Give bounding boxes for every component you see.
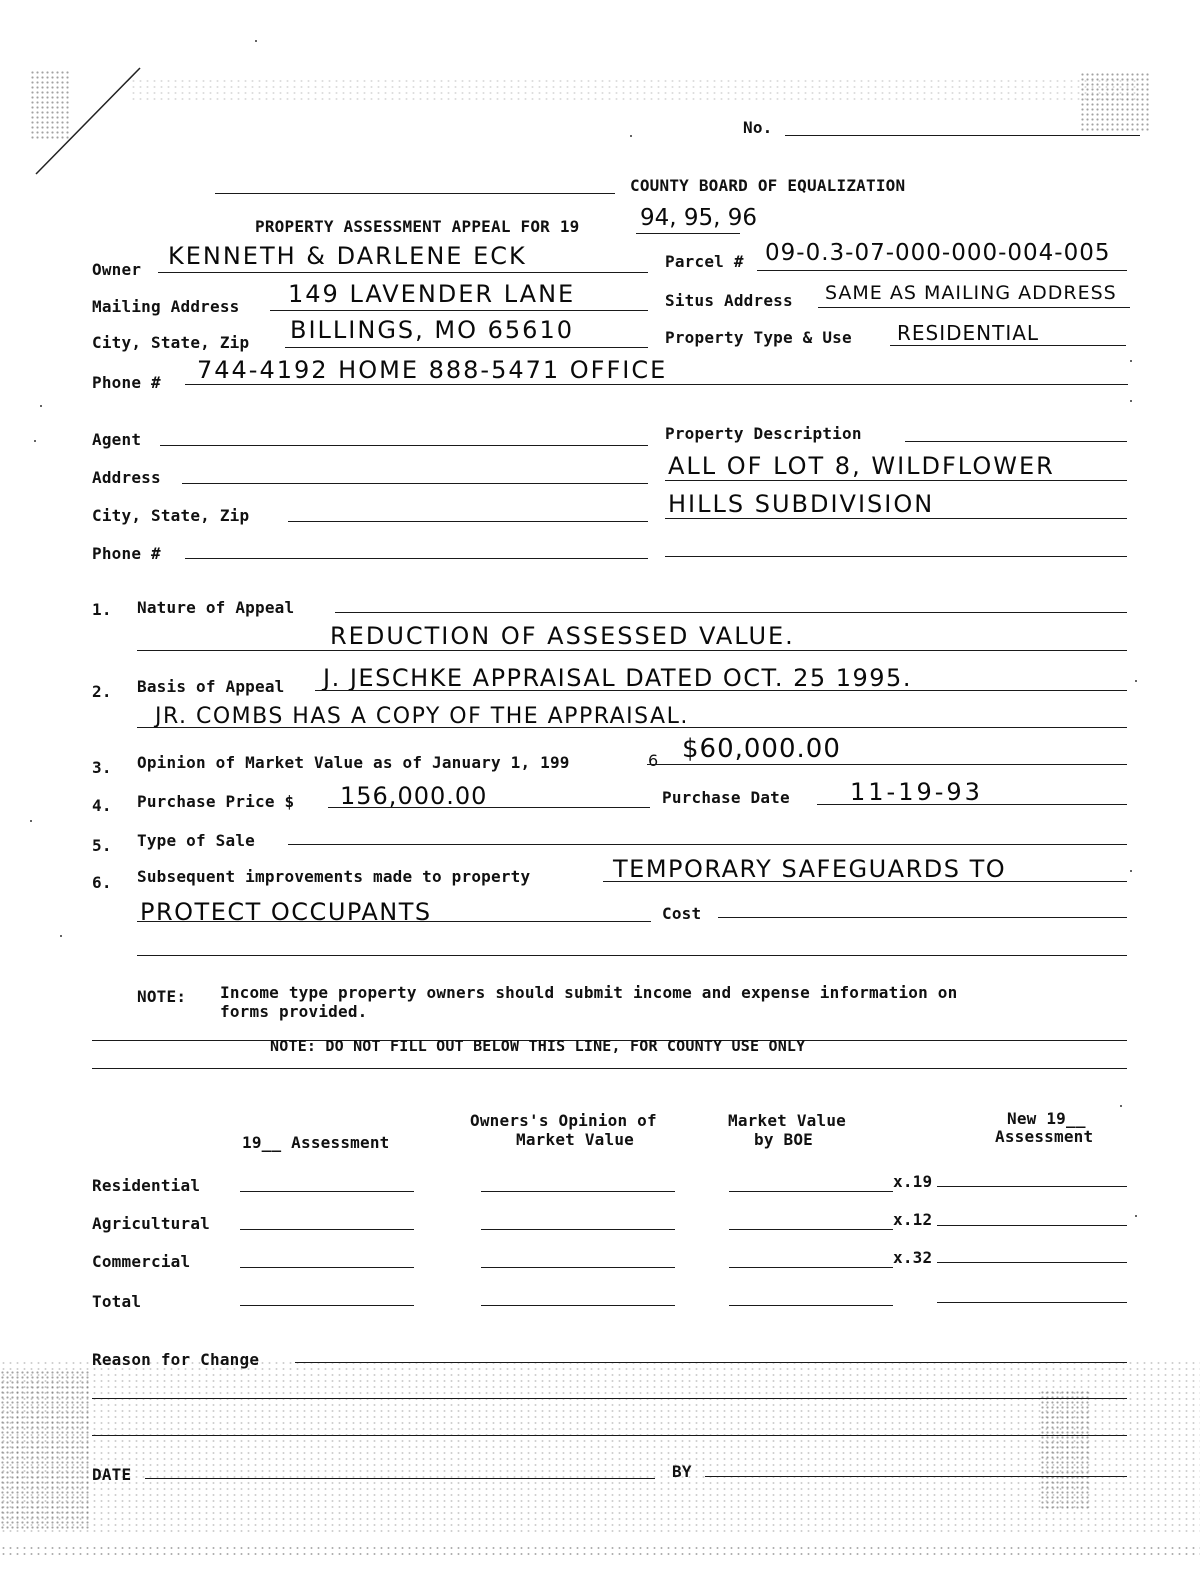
purchase-date-label: Purchase Date [662,788,790,807]
speck [60,935,62,937]
board-title: COUNTY BOARD OF EQUALIZATION [630,176,906,195]
total-opinion-line [481,1305,675,1306]
improvements-value-1: TEMPORARY SAFEGUARDS TO [613,855,1007,883]
speck [1130,400,1132,402]
appeal-years: 94, 95, 96 [640,205,758,231]
cost-line [718,917,1127,918]
ptype-label: Property Type & Use [665,328,852,347]
owner-label: Owner [92,260,142,279]
opinion-line [647,764,1127,765]
number-line [785,135,1140,136]
col-boe-header-1: Market Value [728,1111,846,1130]
opinion-year-digit: 6 [648,751,659,770]
desc-line-1 [665,480,1127,481]
residential-boe-line [729,1191,893,1192]
city-label: City, State, Zip [92,333,250,352]
residential-assessment-line [240,1191,414,1192]
col-new-assessment-header-1: New 19__ [1007,1109,1086,1128]
appeal-title: PROPERTY ASSESSMENT APPEAL FOR 19 [255,217,580,236]
item-6-number: 6. [92,873,112,892]
reason-line-1 [295,1362,1127,1363]
parcel-line [757,270,1127,271]
speck [1120,1105,1122,1107]
county-name-line [215,193,615,194]
scan-artifact-top-band [130,78,1140,100]
item-3-number: 3. [92,758,112,777]
speck [30,820,32,822]
col-assessment-header: 19__ Assessment [242,1133,390,1152]
city-line [285,347,648,348]
residential-opinion-line [481,1191,675,1192]
desc-line-2 [665,518,1127,519]
speck [34,440,36,442]
scan-artifact-bottom-right [1040,1390,1090,1510]
city-value: BILLINGS, MO 65610 [290,316,574,344]
row-total-label: Total [92,1292,142,1311]
scan-artifact-slash [28,62,148,182]
desc-line-3 [665,556,1127,557]
speck [1135,680,1137,682]
purchase-date-value: 11-19-93 [850,778,983,806]
speck [40,405,42,407]
commercial-boe-line [729,1267,893,1268]
reason-line-2 [92,1398,1127,1399]
mailing-line [270,310,648,311]
agricultural-new-line [937,1225,1127,1226]
parcel-value: 09-0.3-07-000-000-004-005 [765,240,1111,266]
phone-value: 744-4192 HOME 888-5471 OFFICE [197,356,668,384]
note-line-1: Income type property owners should submit income and expense information on [220,983,958,1002]
row-residential-label: Residential [92,1176,201,1195]
appeal-years-line [636,233,740,234]
reason-line-3 [92,1435,1127,1436]
scan-artifact-bottom [0,1360,1200,1535]
scan-artifact-top-right [1080,72,1150,132]
agricultural-assessment-line [240,1229,414,1230]
speck [255,40,257,42]
date-label: DATE [92,1465,132,1484]
basis-value-1: J. JESCHKE APPRAISAL DATED OCT. 25 1995. [323,664,912,692]
row-commercial-label: Commercial [92,1252,191,1271]
nature-line [335,612,1127,613]
purchase-price-line [328,807,650,808]
date-line [145,1478,655,1479]
improvements-line-2 [137,921,651,922]
purchase-price-label: Purchase Price $ [137,792,295,811]
scan-artifact-bottom-edge [0,1545,1200,1555]
owner-value: KENNETH & DARLENE ECK [168,242,527,270]
note-label: NOTE: [137,987,187,1006]
total-assessment-line [240,1305,414,1306]
residential-multiplier: x.19 [893,1172,933,1191]
total-new-line [937,1302,1127,1303]
commercial-new-line [937,1262,1127,1263]
owner-line [158,272,648,273]
situs-label: Situs Address [665,291,793,310]
phone-line [185,384,1128,385]
improvements-line-1 [603,881,1127,882]
county-use-note: NOTE: DO NOT FILL OUT BELOW THIS LINE, FOR COUNTY USE ONLY [270,1037,806,1055]
agent-line [160,445,648,446]
improvements-value-2: PROTECT OCCUPANTS [140,898,432,926]
improvements-label: Subsequent improvements made to property [137,867,531,886]
total-boe-line [729,1305,893,1306]
purchase-price-value: 156,000.00 [340,782,488,810]
desc-value-2: HILLS SUBDIVISION [668,490,935,518]
by-line [705,1476,1127,1477]
desc-label: Property Description [665,424,862,443]
improvements-line-3 [137,955,1127,956]
speck [1130,360,1132,362]
speck [1130,870,1132,872]
phone-label: Phone # [92,373,161,392]
county-divider-bottom [92,1068,1127,1069]
nature-line-2 [137,650,1127,651]
number-label: No. [743,118,773,137]
desc-value-1: ALL OF LOT 8, WILDFLOWER [668,452,1055,480]
agricultural-opinion-line [481,1229,675,1230]
agent-address-label: Address [92,468,161,487]
by-label: BY [672,1462,692,1481]
basis-line-1 [315,690,1127,691]
ptype-value: RESIDENTIAL [897,321,1040,345]
type-sale-line [288,844,1127,845]
mailing-value: 149 LAVENDER LANE [288,280,576,308]
agent-city-line [288,521,648,522]
note-line-2: forms provided. [220,1002,368,1021]
desc-line-0 [905,441,1127,442]
situs-line [818,307,1130,308]
agent-city-label: City, State, Zip [92,506,250,525]
mailing-label: Mailing Address [92,297,240,316]
item-4-number: 4. [92,796,112,815]
col-boe-header-2: by BOE [754,1130,813,1149]
reason-label: Reason for Change [92,1350,260,1369]
row-agricultural-label: Agricultural [92,1214,210,1233]
ptype-line [890,345,1126,346]
agricultural-boe-line [729,1229,893,1230]
item-2-number: 2. [92,682,112,701]
purchase-date-line [817,804,1127,805]
cost-label: Cost [662,904,702,923]
commercial-opinion-line [481,1267,675,1268]
agricultural-multiplier: x.12 [893,1210,933,1229]
nature-label: Nature of Appeal [137,598,295,617]
opinion-label: Opinion of Market Value as of January 1, 199 [137,753,570,772]
agent-phone-line [185,558,648,559]
speck [1135,1215,1137,1217]
scan-artifact-bottom-left [0,1370,90,1530]
speck [630,135,632,137]
commercial-assessment-line [240,1267,414,1268]
basis-value-2: JR. COMBS HAS A COPY OF THE APPRAISAL. [155,704,689,729]
parcel-label: Parcel # [665,252,744,271]
agent-phone-label: Phone # [92,544,161,563]
residential-new-line [937,1186,1127,1187]
opinion-value: $60,000.00 [682,734,841,764]
item-1-number: 1. [92,600,112,619]
basis-label: Basis of Appeal [137,677,285,696]
basis-line-2 [137,727,1127,728]
commercial-multiplier: x.32 [893,1248,933,1267]
col-owner-opinion-header-2: Market Value [516,1130,634,1149]
agent-label: Agent [92,430,142,449]
agent-address-line [182,483,648,484]
nature-value: REDUCTION OF ASSESSED VALUE. [330,622,795,650]
type-sale-label: Type of Sale [137,831,255,850]
item-5-number: 5. [92,836,112,855]
col-new-assessment-header-2: Assessment [995,1127,1094,1146]
situs-value: SAME AS MAILING ADDRESS [825,282,1117,304]
col-owner-opinion-header-1: Owners's Opinion of [470,1111,657,1130]
